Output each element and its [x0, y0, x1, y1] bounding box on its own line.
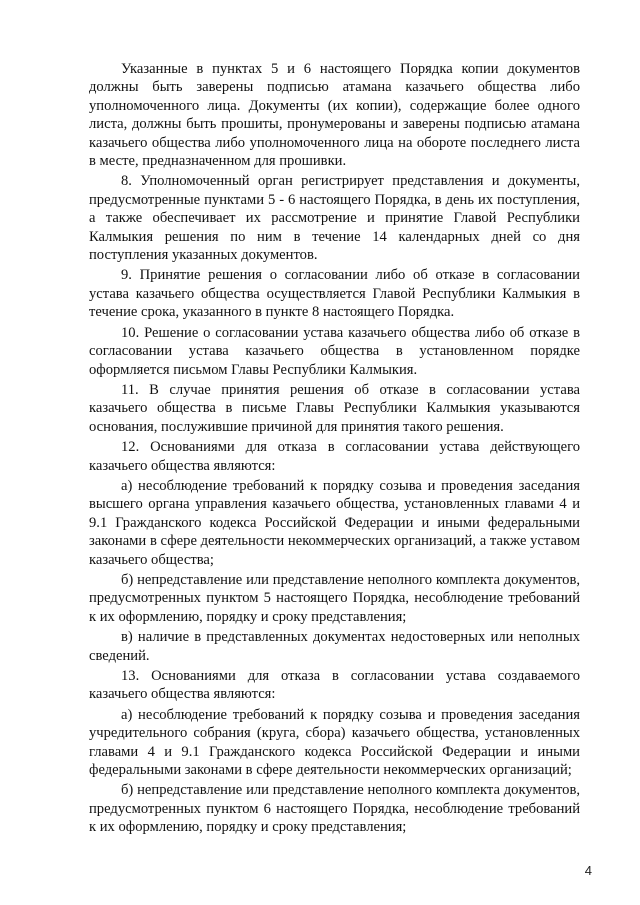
paragraph-11: 11. В случае принятия решения об отказе в согласовании устава казачьего общества в письме Главы Республики Калмыкия указываются основания, послужившие причиной для принятия такого решения.: [89, 381, 580, 435]
paragraph-12-a: а) несоблюдение требований к порядку созыва и проведения заседания высшего органа управления казачьего общества, установленных главами 4 и 9.1 Гражданского кодекса Российской Федерации и иными федеральными законами в сфере деятельности некоммерческих организаций, а также уставом казачьего общества;: [89, 477, 580, 568]
paragraph-12-b: б) непредставление или представление неполного комплекта документов, предусмотренных пунктом 5 настоящего Порядка, несоблюдение требований к их оформлению, порядку и сроку представления;: [89, 571, 580, 625]
document-body: [89, 60, 580, 837]
paragraph-13: 13. Основаниями для отказа в согласовании устава создаваемого казачьего общества являются:: [89, 668, 580, 703]
paragraph-12: 12. Основаниями для отказа в согласовании устава действующего казачьего общества являются:: [89, 439, 580, 474]
paragraph-13-a: а) несоблюдение требований к порядку созыва и проведения заседания учредительного собрания (круга, сбора) казачьего общества, установленных главами 4 и 9.1 Гражданского кодекса Российской Федерации и иными федеральными законами в сфере деятельности некоммерческих организаций;: [89, 706, 580, 779]
paragraph-8: 8. Уполномоченный орган регистрирует представления и документы, предусмотренные пунктами 5 - 6 настоящего Порядка, в день их поступления, а также обеспечивает их рассмотрение и принятие Главой Республики Калмыкия решения по ним в течение 14 календарных дней со дня поступления указанных документов.: [89, 173, 580, 264]
paragraph-9: 9. Принятие решения о согласовании либо об отказе в согласовании устава казачьего общества осуществляется Главой Республики Калмыкия в течение срока, указанного в пункте 8 настоящего Порядка.: [89, 267, 580, 321]
paragraph-10: 10. Решение о согласовании устава казачьего общества либо об отказе в согласовании устава казачьего общества в установленном порядке оформляется письмом Главы Республики Калмыкия.: [89, 324, 580, 378]
page-number: 4: [584, 863, 592, 878]
paragraph-12-v: в) наличие в представленных документах недостоверных или неполных сведений.: [89, 629, 580, 664]
paragraph-13-b: б) непредставление или представление неполного комплекта документов, предусмотренных пунктом 6 настоящего Порядка, несоблюдение требований к их оформлению, порядку и сроку представления;: [89, 782, 580, 836]
paragraph-copies-certification: Указанные в пунктах 5 и 6 настоящего Порядка копии документов должны быть заверены подписью атамана казачьего общества либо уполномоченного лица. Документы (их копии), содержащие более одного листа, должны быть прошиты, пронумерованы и заверены подписью атамана казачьего общества либо уполномоченного лица на обороте последнего листа в месте, предназначенном для прошивки.: [89, 61, 580, 170]
